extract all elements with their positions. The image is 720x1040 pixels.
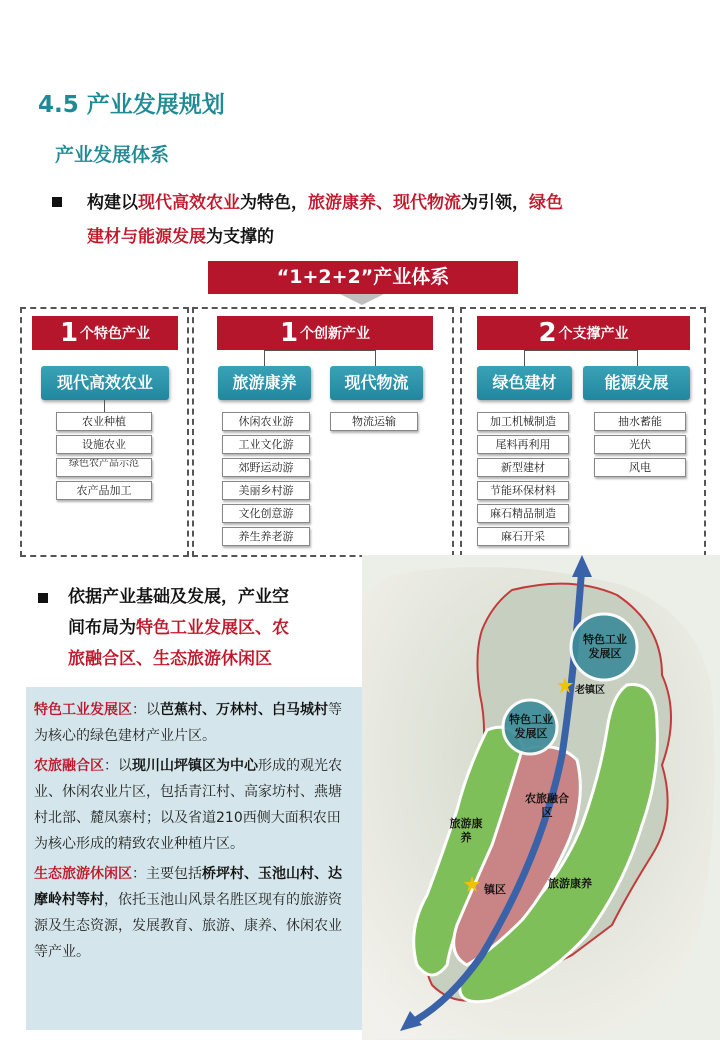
list-item: 休闲农业游: [222, 412, 310, 431]
map-label-tourism-left: 旅游康养: [449, 817, 483, 844]
sub-title: 产业发展体系: [55, 144, 170, 166]
bullet-square: [38, 593, 48, 603]
map-label-agri-tourism: 农旅融合区: [525, 792, 569, 819]
list-item: 麻石开采: [477, 527, 569, 546]
items-materials: [477, 412, 569, 550]
list-item: 工业文化游: [222, 435, 310, 454]
items-energy: [594, 412, 686, 481]
list-item: 设施农业: [56, 435, 152, 454]
subcat-modern-logistics: 现代物流: [330, 366, 423, 400]
list-item: 节能环保材料: [477, 481, 569, 500]
subcat-modern-agriculture: 现代高效农业: [41, 366, 169, 400]
connector: [104, 400, 105, 412]
list-item: 郊野运动游: [222, 458, 310, 477]
list-item: 绿色农产品示范: [56, 458, 152, 477]
group-head-innovation: 1 个创新产业: [217, 316, 433, 350]
list-item: 新型建材: [477, 458, 569, 477]
zone-agri-desc: 农旅融合区：以现川山坪镇区为中心形成的观光农业、休闲农业片区，包括青江村、高家坊村、燕塘村北部、麓凤寨村；以及省道210西侧大面积农田为核心形成的精致农业种植片区。: [34, 758, 342, 852]
list-item: 光伏: [594, 435, 686, 454]
list-item: 文化创意游: [222, 504, 310, 523]
section-title: 4.5 产业发展规划: [38, 92, 225, 118]
connector: [264, 350, 376, 366]
list-item: 加工机械制造: [477, 412, 569, 431]
map-label-old-town: 老镇区: [575, 685, 605, 696]
list-item: 农业种植: [56, 412, 152, 431]
map-label-industry-mid: 特色工业发展区: [509, 713, 553, 740]
list-item: 尾料再利用: [477, 435, 569, 454]
list-item: 物流运输: [330, 412, 418, 431]
bullet-square: [52, 197, 62, 207]
list-item: 风电: [594, 458, 686, 477]
list-item: 抽水蓄能: [594, 412, 686, 431]
map-label-town: 镇区: [484, 883, 506, 896]
list-item: 农产品加工: [56, 481, 152, 500]
subcat-energy: 能源发展: [583, 366, 690, 400]
list-item: 美丽乡村游: [222, 481, 310, 500]
map-label-industry-north: 特色工业发展区: [583, 633, 627, 660]
zone-eco-desc: 生态旅游休闲区：主要包括桥坪村、玉池山村、达摩岭村等村，依托玉池山风景名胜区现有的旅游资源及生态资源，发展教育、旅游、康养、休闲农业等产业。: [34, 866, 342, 960]
group-head-special: 1 个特色产业: [32, 316, 178, 350]
zoning-map: [362, 555, 720, 1040]
items-tourism: [222, 412, 310, 550]
system-banner: “1+2+2”产业体系: [208, 261, 518, 294]
zone-industry-desc: 特色工业发展区：以芭蕉村、万林村、白马城村等为核心的绿色建材产业片区。: [34, 702, 342, 744]
subcat-green-materials: 绿色建材: [477, 366, 572, 400]
map-label-tourism-right: 旅游康养: [548, 877, 592, 890]
subcat-tourism-health: 旅游康养: [218, 366, 311, 400]
intro-paragraph: 构建以现代高效农业为特色，旅游康养、现代物流为引领，绿色 建材与能源发展为支撑的: [87, 193, 563, 247]
group-head-support: 2 个支撑产业: [477, 316, 690, 350]
banner-arrow: [340, 294, 384, 305]
connector: [524, 350, 638, 366]
layout-paragraph: 依据产业基础及发展，产业空 间布局为特色工业发展区、农 旅融合区、生态旅游休闲区: [68, 587, 289, 669]
list-item: 麻石精品制造: [477, 504, 569, 523]
zone-description-box: [26, 687, 362, 1030]
list-item: 养生养老游: [222, 527, 310, 546]
items-logistics: [330, 412, 418, 435]
items-agriculture: [56, 412, 152, 504]
